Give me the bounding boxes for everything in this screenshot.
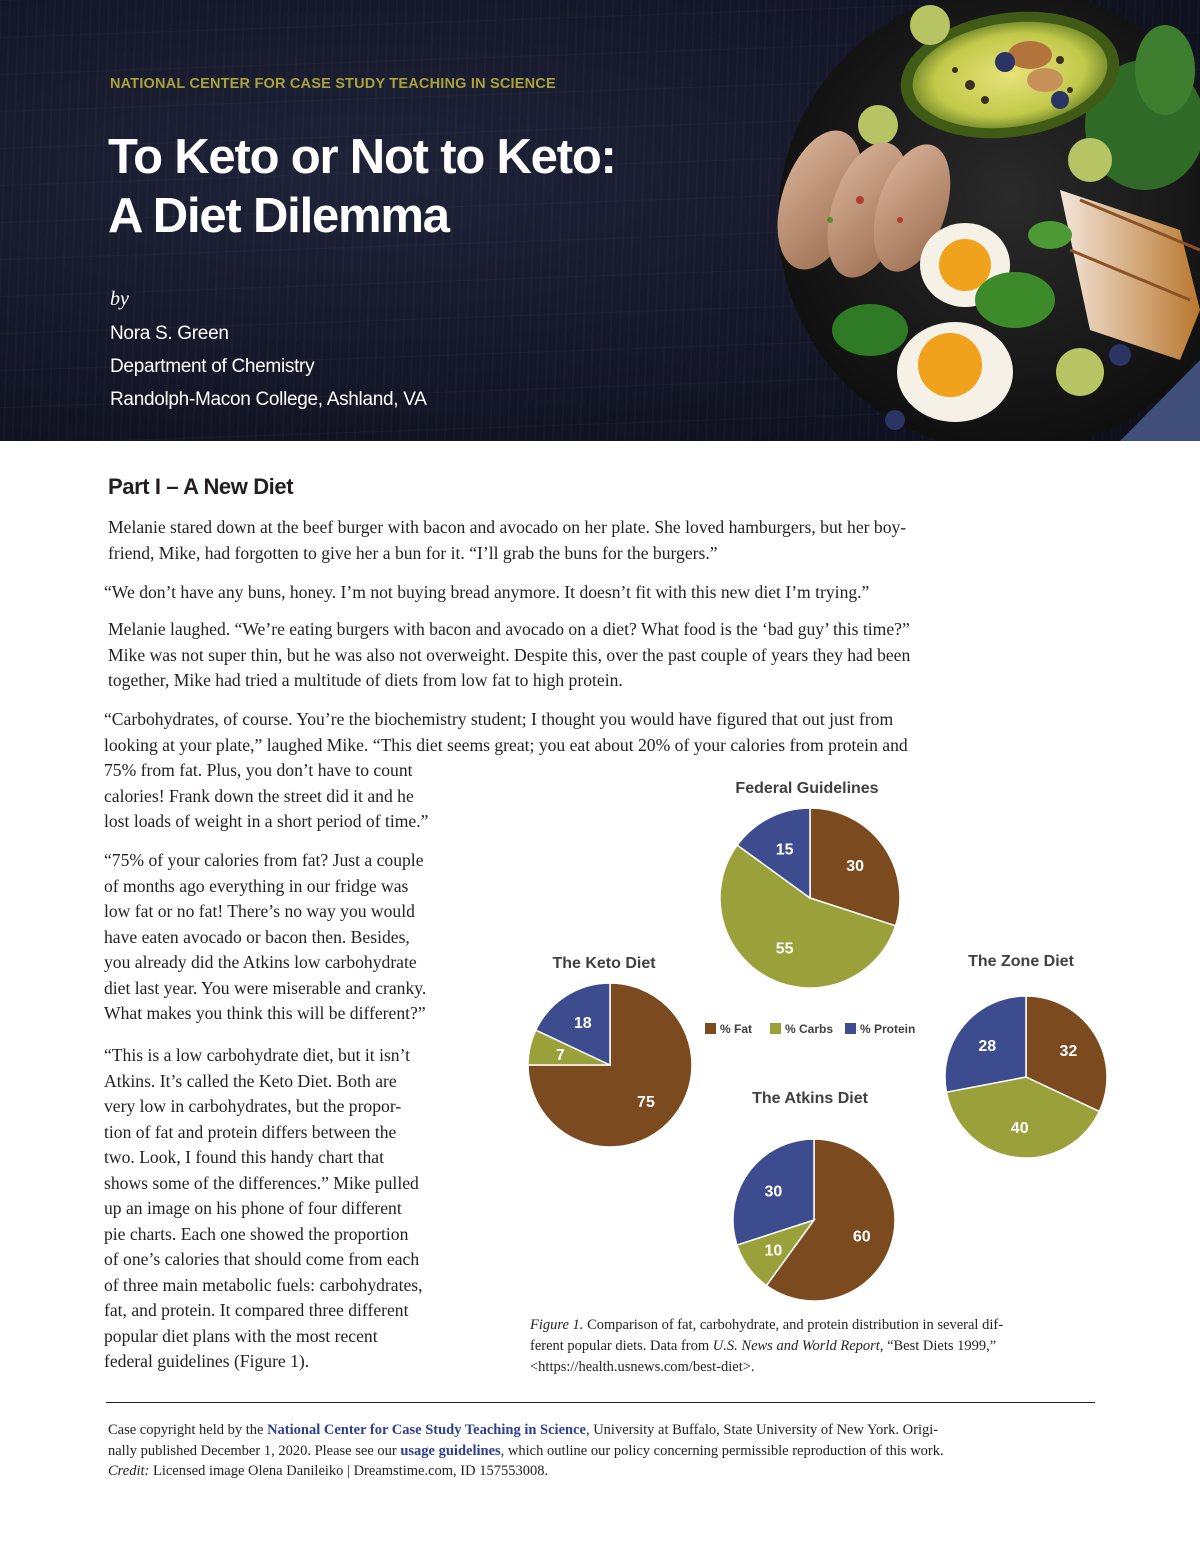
text-line: looking at your plate,” laughed Mike. “This diet seems great; you eat about 20% of your calories from protein and [104,734,908,755]
title-line-2: A Diet Dilemma [108,189,449,243]
author-institution: Randolph-Macon College, Ashland, VA [110,389,427,410]
text-line: friend, Mike, had forgotten to give her a bun for it. “I’ll grab the buns for the burgers.” [108,542,718,563]
legend-swatch [770,1023,781,1034]
pie-value-label: 30 [846,858,865,876]
caption-text: , “Best Diets 1999,” [879,1338,997,1354]
footer-text: , which outline our policy concerning permissible reproduction of this work. [500,1442,944,1459]
text-line: of three main metabolic fuels: carbohydrates, [104,1274,423,1295]
text-line: “75% of your calories from fat? Just a couple [104,850,424,870]
text-line: Melanie laughed. “We’re eating burgers with bacon and avocado on a diet? What food is the ‘bad guy’ this time?” [108,619,910,639]
pie-value-label: 60 [852,1228,871,1246]
text-line: very low in carbohydrates, but the propor- [104,1096,402,1116]
credit-text: Licensed image Olena Danileiko | Dreamstime.com, ID 157553008. [152,1463,549,1479]
pie-value-label: 7 [555,1046,565,1064]
text-line: of one’s calories that should come from each [104,1249,420,1269]
text-line: you already did the Atkins low carbohydrate [104,952,417,972]
paragraph-6 [104,1043,423,1375]
text-line: have eaten avocado or bacon then. Besides, [104,926,410,947]
paragraph-1 [108,515,906,566]
pie-value-label: 10 [764,1242,783,1260]
text-line: popular diet plans with the most recent [104,1325,378,1346]
text-line: diet last year. You were miserable and cranky. [104,977,427,998]
caption-url: <https://health.usnews.com/best-diet>. [530,1359,755,1375]
by-label: by [110,288,129,310]
text-line: together, Mike had tried a multitude of diets from low fat to high protein. [108,670,623,690]
text-line: Atkins. It’s called the Keto Diet. Both are [104,1070,397,1091]
pie-value-label: 75 [637,1093,655,1111]
text-line: of months ago everything in our fridge was [104,875,409,896]
ncc-sts-link[interactable]: National Center for Case Study Teaching in Science [267,1422,586,1438]
text-line: What makes you think this will be different?” [104,1003,426,1023]
caption-label: Figure 1. [530,1317,584,1333]
text-line: low fat or no fat! There’s no way you would [104,901,415,921]
pie-chart-title: Federal Guidelines [735,780,879,797]
pie-chart-title: The Atkins Diet [752,1090,868,1107]
footer-text: nally published December 1, 2020. Please see our [108,1442,397,1459]
pie-value-label: 28 [978,1037,997,1055]
caption-text: ferent popular diets. Data from [530,1338,710,1354]
footer-line-3 [108,1461,944,1482]
diet-pie-charts-figure [520,770,1120,1310]
text-line: shows some of the differences.” Mike pulled [104,1172,419,1193]
caption-source: U.S. News and World Report [712,1338,880,1354]
text-line: Melanie stared down at the beef burger with bacon and avocado on her plate. She loved hamburgers, but her boy- [108,517,907,537]
pie-chart-title: The Zone Diet [968,953,1074,970]
text-line: 75% from fat. Plus, you don’t have to count [104,760,413,780]
text-line: Mike was not super thin, but he was also not overweight. Despite this, over the past couple of years they had been [108,644,911,665]
keto-food-plate-photo [760,0,1200,441]
credit-label: Credit: [108,1463,150,1479]
paragraph-5 [104,848,426,1027]
legend-swatch [845,1023,856,1034]
footer [108,1420,944,1482]
pie-value-label: 15 [775,841,794,859]
legend-swatch [705,1023,716,1034]
author-name: Nora S. Green [110,323,229,344]
section-heading: Part I – A New Diet [108,474,294,499]
footer-divider [106,1402,1095,1403]
caption-line-1 [530,1315,1100,1336]
pie-value-label: 40 [1010,1119,1029,1137]
text-line: “We don’t have any buns, honey. I’m not buying bread anymore. It doesn’t fit with this new diet I’m trying.” [104,582,870,602]
header-banner [0,0,1200,441]
footer-text: Case copyright held by the [108,1422,264,1438]
text-line: “Carbohydrates, of course. You’re the biochemistry student; I thought you would have figured that out just from [104,709,894,729]
pie-value-label: 18 [573,1015,592,1033]
case-title [108,128,748,246]
legend-label: % Carbs [785,1022,834,1036]
pie-value-label: 55 [775,940,794,958]
text-line: federal guidelines (Figure 1). [104,1351,310,1371]
text-line: up an image on his phone of four different [104,1198,402,1218]
usage-guidelines-link[interactable]: usage guidelines [400,1442,501,1459]
paragraph-2 [104,580,869,606]
text-line: tion of fat and protein differs between the [104,1121,397,1142]
text-line: two. Look, I found this handy chart that [104,1147,384,1167]
author-department: Department of Chemistry [110,356,315,377]
text-line: pie charts. Each one showed the proportion [104,1223,409,1244]
caption-text: Comparison of fat, carbohydrate, and protein distribution in several dif- [587,1317,1004,1333]
pie-chart-title: The Keto Diet [552,955,656,972]
text-line: fat, and protein. It compared three different [104,1300,409,1320]
footer-line-1 [108,1420,944,1441]
pie-value-label: 30 [764,1183,783,1201]
legend-label: % Protein [860,1022,916,1036]
text-line: lost loads of weight in a short period of time.” [104,811,429,831]
text-line: calories! Frank down the street did it and he [104,785,414,806]
footer-text: , University at Buffalo, State University of New York. Origi- [585,1422,939,1438]
title-line-1: To Keto or Not to Keto: [108,130,616,184]
footer-line-2 [108,1441,944,1462]
legend-label: % Fat [720,1022,753,1036]
pie-value-label: 32 [1059,1043,1078,1061]
caption-line-2 [530,1336,1100,1357]
text-line: “This is a low carbohydrate diet, but it isn’t [104,1045,411,1065]
paragraph-3 [108,617,910,694]
organization-name: NATIONAL CENTER FOR CASE STUDY TEACHING IN SCIENCE [110,76,556,92]
figure-caption [530,1315,1100,1378]
